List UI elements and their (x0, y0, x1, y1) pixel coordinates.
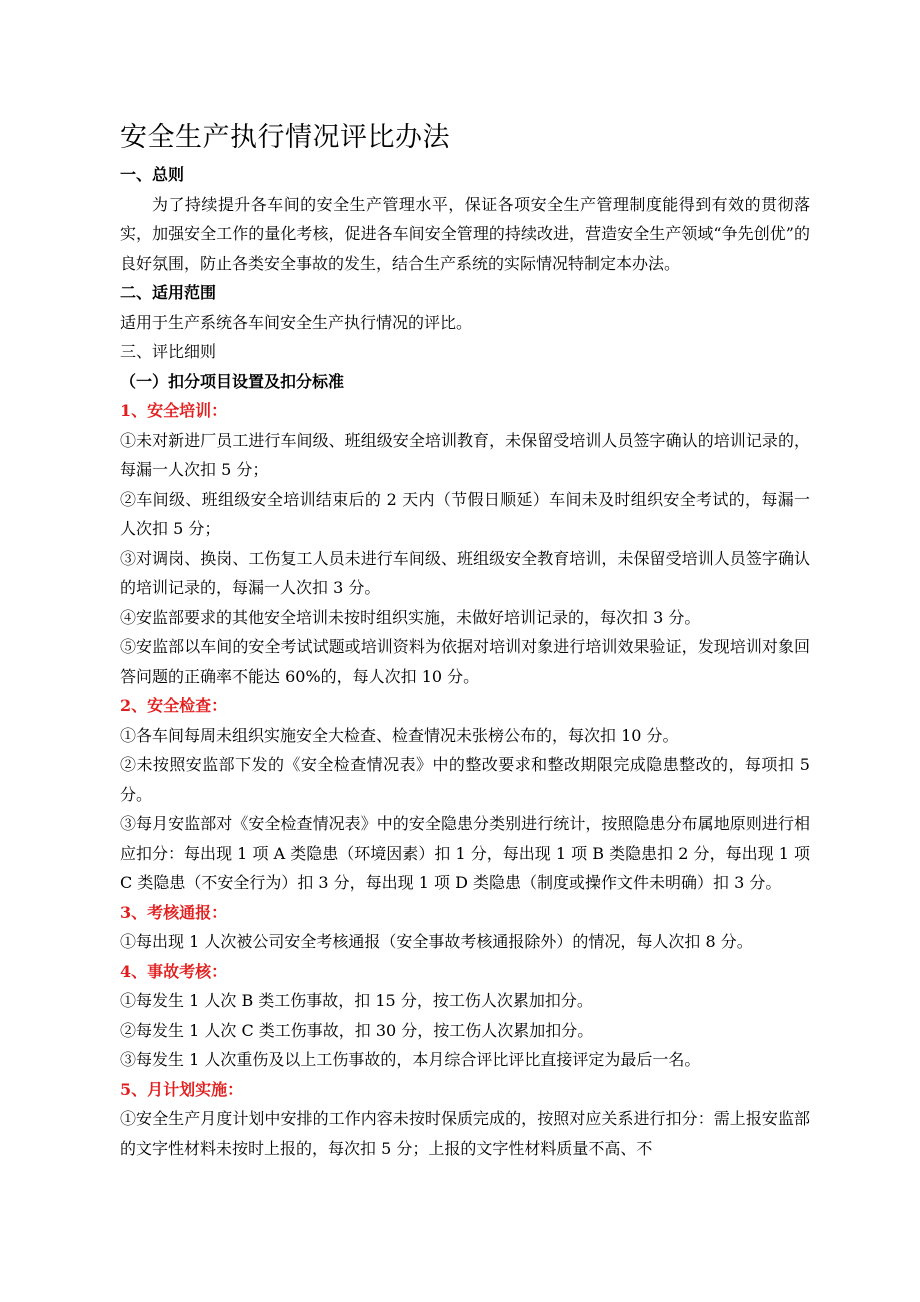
list-item: ②未按照安监部下发的《安全检查情况表》中的整改要求和整改期限完成隐患整改的，每项扣 5 分。 (120, 755, 810, 804)
list-item: ③每月安监部对《安全检查情况表》中的安全隐患分类别进行统计，按照隐患分布属地原则进行相应扣分：每出现 1 项 A 类隐患（环境因素）扣 1 分，每出现 1 项 B 类隐患扣 2 分，每出现 1 项 C 类隐患（不安全行为）扣 3 分，每出现 1 项 D 类隐患（制度或操作文件未明确）扣 3 分。 (120, 814, 810, 892)
section-heading-general: 一、总则 (120, 165, 185, 184)
section-heading-rules: 三、评比细则 (120, 342, 217, 361)
list-item: ③每发生 1 人次重伤及以上工伤事故的，本月综合评比评比直接评定为最后一名。 (120, 1050, 701, 1069)
list-item: ①未对新进厂员工进行车间级、班组级安全培训教育，未保留受培训人员签字确认的培训记录的，每漏一人次扣 5 分； (120, 430, 810, 479)
list-item: ①每出现 1 人次被公司安全考核通报（安全事故考核通报除外）的情况，每人次扣 8 分。 (120, 932, 753, 951)
section-subheading-rules: （一）扣分项目设置及扣分标准 (120, 371, 345, 391)
section-text-scope: 适用于生产系统各车间安全生产执行情况的评比。 (120, 312, 473, 332)
group-title-accident: 4、事故考核： (120, 961, 228, 981)
list-item: ②每发生 1 人次 C 类工伤事故，扣 30 分，按工伤人次累加扣分。 (120, 1020, 594, 1040)
list-item: ①各车间每周未组织实施安全大检查、检查情况未张榜公布的，每次扣 10 分。 (120, 725, 679, 745)
list-item: ④安监部要求的其他安全培训未按时组织实施，未做好培训记录的，每次扣 3 分。 (120, 607, 701, 627)
list-item: ②车间级、班组级安全培训结束后的 2 天内（节假日顺延）车间未及时组织安全考试的，每漏一人次扣 5 分； (120, 489, 810, 538)
group-title-assessment: 3、考核通报： (120, 902, 228, 922)
group-title-monthly-plan: 5、月计划实施： (120, 1079, 244, 1099)
document-title: 安全生产执行情况评比办法 (120, 122, 450, 153)
list-item: ⑤安监部以车间的安全考试试题或培训资料为依据对培训对象进行培训效果验证，发现培训对象回答问题的正确率不能达 60%的，每人次扣 10 分。 (120, 637, 810, 686)
document-page (120, 118, 810, 1163)
group-title-inspection: 2、安全检查： (120, 696, 228, 715)
group-title-training: 1、安全培训： (120, 401, 228, 420)
list-item: ①每发生 1 人次 B 类工伤事故，扣 15 分，按工伤人次累加扣分。 (120, 991, 593, 1010)
list-item: ③对调岗、换岗、工伤复工人员未进行车间级、班组级安全教育培训，未保留受培训人员签字确认的培训记录的，每漏一人次扣 3 分。 (120, 548, 810, 597)
list-item: ①安全生产月度计划中安排的工作内容未按时保质完成的，按照对应关系进行扣分：需上报安监部的文字性材料未按时上报的，每次扣 5 分；上报的文字性材料质量不高、不 (120, 1109, 810, 1158)
section-text-general: 为了持续提升各车间的安全生产管理水平，保证各项安全生产管理制度能得到有效的贯彻落实，加强安全工作的量化考核，促进各车间安全管理的持续改进，营造安全生产领域“争先创优”的良好氛围，防止各类安全事故的发生，结合生产系统的实际情况特制定本办法。 (120, 194, 810, 273)
section-heading-scope: 二、适用范围 (120, 283, 217, 302)
